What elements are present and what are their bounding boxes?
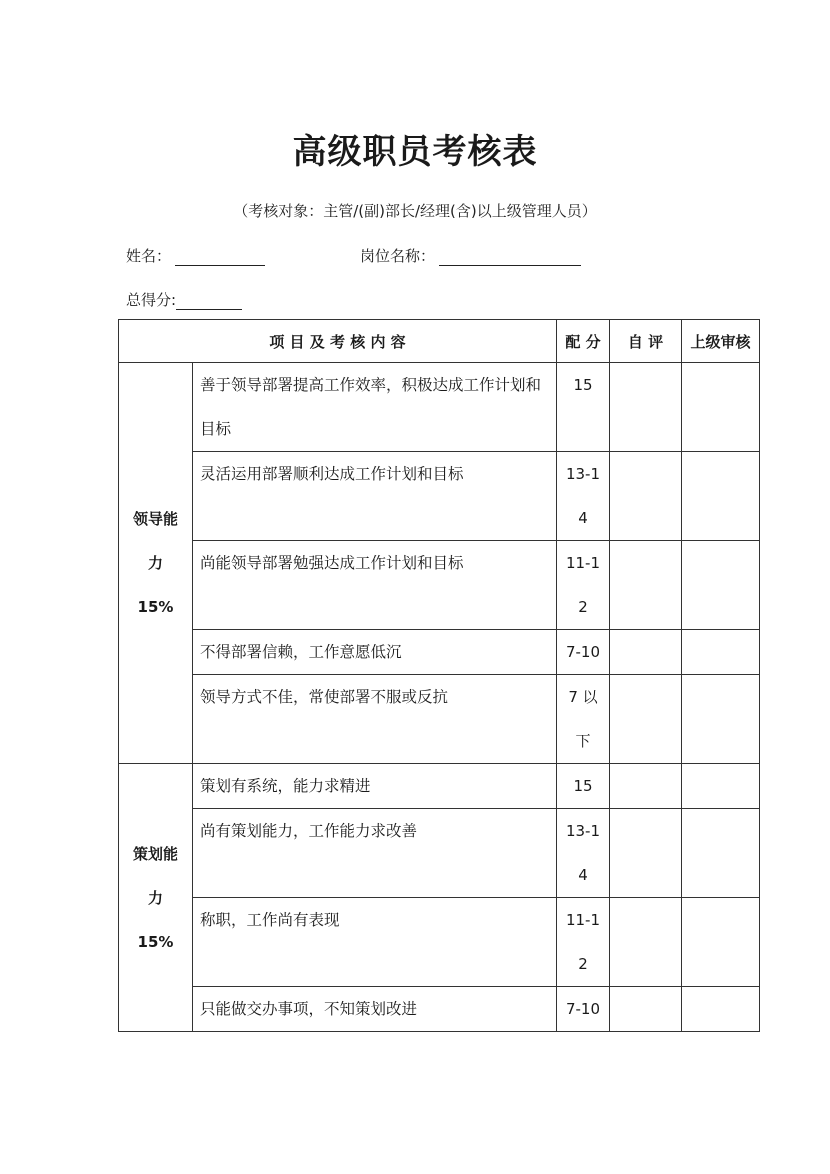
- item-score-cell: [557, 452, 610, 541]
- superior-review-cell[interactable]: [682, 363, 760, 452]
- table-row: [119, 809, 760, 898]
- superior-review-cell[interactable]: [682, 764, 760, 809]
- table-header-row: [119, 320, 760, 363]
- item-score: 15: [573, 376, 593, 394]
- item-score: 7-10: [565, 643, 601, 661]
- total-score-field[interactable]: [126, 289, 242, 310]
- self-eval-cell[interactable]: [610, 764, 682, 809]
- self-eval-cell[interactable]: [610, 452, 682, 541]
- subtitle: （考核对象：主管/(副)部长/经理(含)以上级管理人员）: [233, 202, 597, 220]
- item-description: 领导方式不佳，常使部署不服或反抗: [193, 675, 557, 764]
- superior-review-cell[interactable]: [682, 898, 760, 987]
- position-field[interactable]: [360, 245, 581, 266]
- self-eval-cell[interactable]: [610, 630, 682, 675]
- table-row: [119, 987, 760, 1032]
- item-score-cell: [557, 541, 610, 630]
- header-self: 自 评: [610, 320, 682, 363]
- self-eval-cell[interactable]: [610, 809, 682, 898]
- item-score: 13-14: [565, 822, 601, 884]
- table-row: [119, 452, 760, 541]
- superior-review-cell[interactable]: [682, 630, 760, 675]
- table-row: [119, 541, 760, 630]
- item-score: 13-14: [565, 465, 601, 527]
- name-field[interactable]: [126, 245, 265, 266]
- item-score-cell: [557, 898, 610, 987]
- item-score-cell: [557, 764, 610, 809]
- total-score-blank[interactable]: [176, 293, 242, 310]
- item-score-cell: [557, 363, 610, 452]
- superior-review-cell[interactable]: [682, 987, 760, 1032]
- name-label: 姓名：: [126, 247, 172, 265]
- item-description: 灵活运用部署顺利达成工作计划和目标: [193, 452, 557, 541]
- self-eval-cell[interactable]: [610, 675, 682, 764]
- item-score-cell: [557, 675, 610, 764]
- total-score-label: 总得分:: [126, 291, 177, 309]
- superior-review-cell[interactable]: [682, 541, 760, 630]
- table-row: [119, 363, 760, 452]
- table-row: [119, 898, 760, 987]
- item-description: 只能做交办事项，不知策划改进: [193, 987, 557, 1032]
- position-blank[interactable]: [439, 249, 581, 266]
- item-description: 善于领导部署提高工作效率，积极达成工作计划和目标: [193, 363, 557, 452]
- category-weight: 15%: [137, 598, 174, 616]
- self-eval-cell[interactable]: [610, 363, 682, 452]
- item-description: 策划有系统，能力求精进: [193, 764, 557, 809]
- category-cell: [119, 363, 193, 764]
- page-title: 高级职员考核表: [292, 132, 538, 172]
- table-row: [119, 630, 760, 675]
- category-label: 领导能力: [132, 510, 178, 572]
- superior-review-cell[interactable]: [682, 452, 760, 541]
- item-score: 7-10: [565, 1000, 601, 1018]
- item-score: 7 以下: [568, 688, 598, 750]
- item-description: 尚有策划能力，工作能力求改善: [193, 809, 557, 898]
- self-eval-cell[interactable]: [610, 987, 682, 1032]
- category-label: 策划能力: [132, 844, 178, 907]
- item-score: 11-12: [565, 554, 601, 616]
- category-weight: 15%: [137, 932, 174, 951]
- item-description: 称职，工作尚有表现: [193, 898, 557, 987]
- superior-review-cell[interactable]: [682, 675, 760, 764]
- position-label: 岗位名称：: [360, 247, 436, 265]
- category-cell: [119, 764, 193, 1032]
- header-score: 配 分: [557, 320, 610, 363]
- item-score-cell: [557, 809, 610, 898]
- table-row: [119, 675, 760, 764]
- name-blank[interactable]: [175, 249, 265, 266]
- item-score: 15: [573, 777, 593, 795]
- table-row: [119, 764, 760, 809]
- assessment-table: [118, 319, 760, 1032]
- item-score: 11-12: [565, 911, 601, 973]
- item-score-cell: [557, 987, 610, 1032]
- self-eval-cell[interactable]: [610, 898, 682, 987]
- header-content: 项 目 及 考 核 内 容: [119, 320, 557, 363]
- item-score-cell: [557, 630, 610, 675]
- self-eval-cell[interactable]: [610, 541, 682, 630]
- header-superior: 上级审核: [682, 320, 760, 363]
- superior-review-cell[interactable]: [682, 809, 760, 898]
- item-description: 不得部署信赖，工作意愿低沉: [193, 630, 557, 675]
- item-description: 尚能领导部署勉强达成工作计划和目标: [193, 541, 557, 630]
